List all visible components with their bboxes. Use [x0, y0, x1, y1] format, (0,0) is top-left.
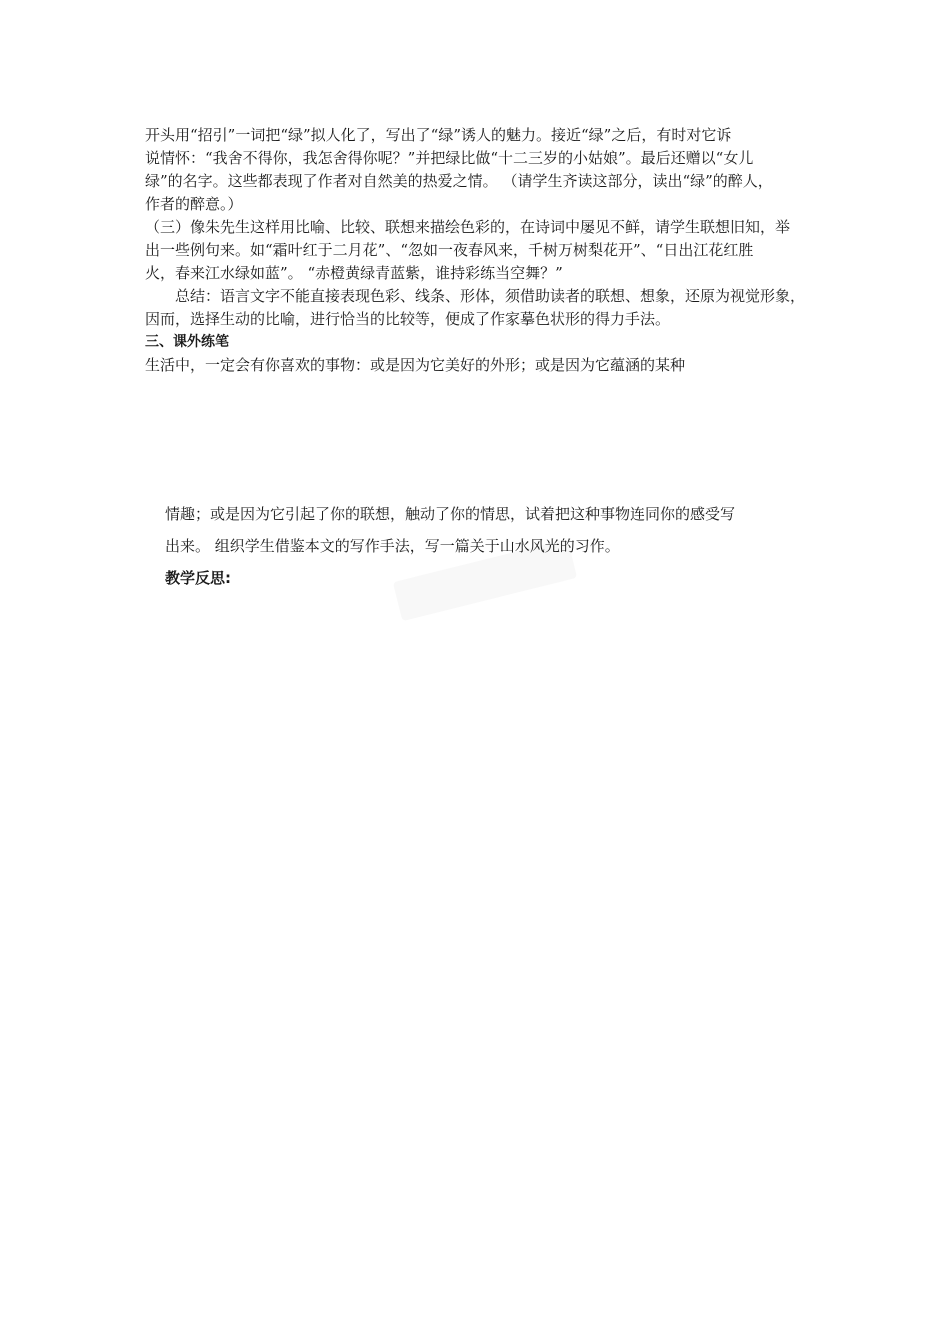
- lesson-text-block: [145, 124, 890, 377]
- reflection-label: 教学反思:: [165, 569, 231, 587]
- exercise-continuation-block: [165, 498, 865, 594]
- paragraph-line: 绿”的名字。这些都表现了作者对自然美的热爱之情。 （请学生齐读这部分，读出“绿”的醉人，: [145, 172, 773, 190]
- section-heading: 三、课外练笔: [145, 334, 229, 350]
- summary-line: 因而，选择生动的比喻，进行恰当的比较等，便成了作家摹色状形的得力手法。: [145, 310, 671, 328]
- paragraph-line: 出一些例句来。如“霜叶红于二月花”、“忽如一夜春风来，千树万树梨花开”、“日出江花红胜: [145, 241, 754, 259]
- paragraph-line: 作者的醉意。）: [145, 195, 243, 213]
- exercise-line: 生活中，一定会有你喜欢的事物：或是因为它美好的外形；或是因为它蕴涵的某种: [145, 356, 686, 374]
- paragraph-line: 火，春来江水绿如蓝”。 “赤橙黄绿青蓝紫，谁持彩练当空舞？”: [145, 264, 563, 282]
- paragraph-line: （三）像朱先生这样用比喻、比较、联想来描绘色彩的，在诗词中屡见不鲜，请学生联想旧知，举: [145, 218, 791, 236]
- summary-line: 总结：语言文字不能直接表现色彩、线条、形体，须借助读者的联想、想象，还原为视觉形象，: [175, 287, 806, 305]
- exercise-line: 情趣；或是因为它引起了你的联想，触动了你的情思，试着把这种事物连同你的感受写: [165, 505, 736, 523]
- exercise-line: 出来。 组织学生借鉴本文的写作手法，写一篇关于山水风光的习作。: [165, 537, 620, 555]
- paragraph-line: 开头用“招引”一词把“绿”拟人化了，写出了“绿”诱人的魅力。接近“绿”之后，有时对它诉: [145, 126, 732, 144]
- paragraph-line: 说情怀：“我舍不得你，我怎舍得你呢？”并把绿比做“十二三岁的小姑娘”。最后还赠以“女儿: [145, 149, 754, 167]
